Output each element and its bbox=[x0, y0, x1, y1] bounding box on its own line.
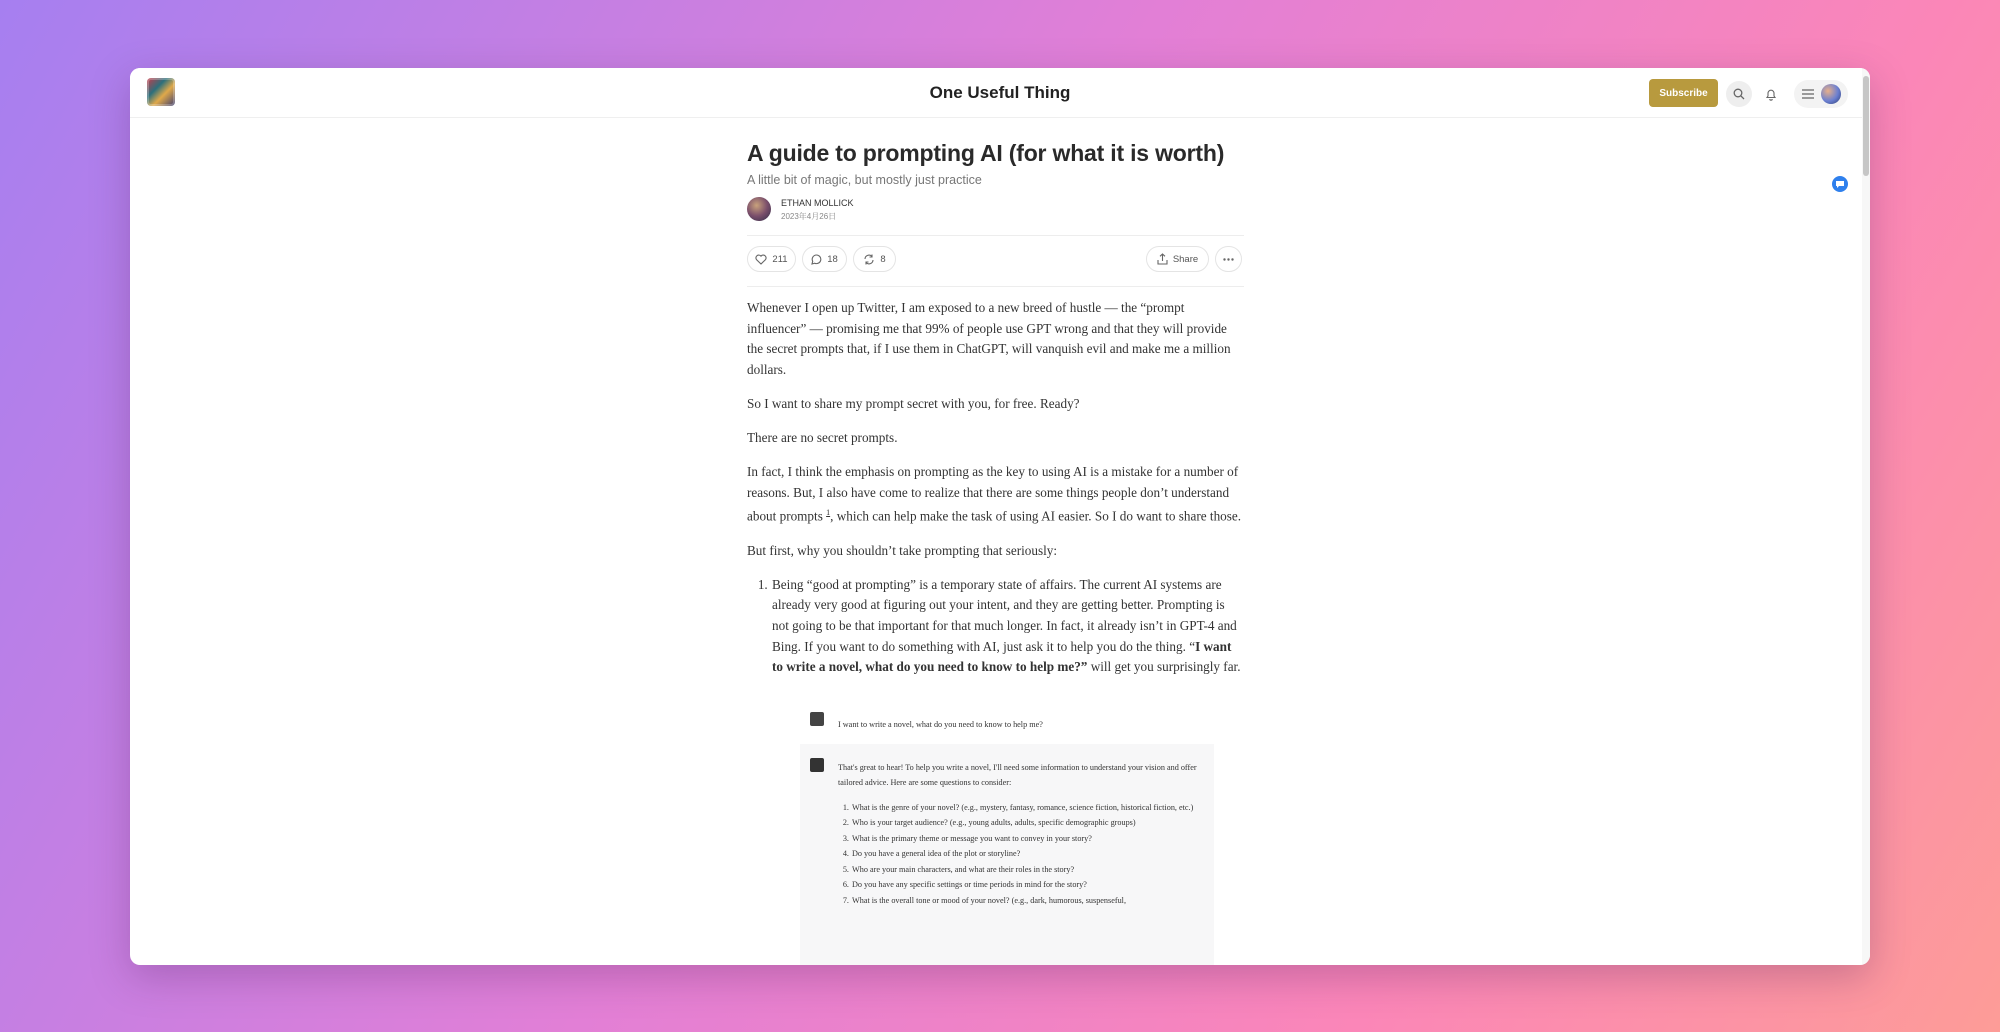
post-date: 2023年4月26日 bbox=[781, 212, 837, 221]
scrollbar[interactable] bbox=[1862, 68, 1870, 965]
post-body bbox=[747, 298, 1244, 946]
top-nav-bar bbox=[130, 68, 1870, 118]
share-button[interactable] bbox=[1146, 246, 1209, 272]
article bbox=[747, 118, 1244, 946]
divider bbox=[747, 286, 1244, 287]
chat-ai-list-item: 5. Who are your main characters, and what are their roles in the story? bbox=[851, 862, 1202, 878]
browser-window bbox=[130, 68, 1870, 965]
chatgpt-screenshot bbox=[800, 696, 1214, 946]
restack-button[interactable] bbox=[853, 246, 896, 272]
user-avatar-icon bbox=[810, 712, 824, 726]
post-subtitle: A little bit of magic, but mostly just practice bbox=[747, 173, 982, 187]
chat-ai-message bbox=[800, 744, 1214, 965]
like-count: 211 bbox=[772, 253, 788, 265]
bell-icon bbox=[1765, 88, 1777, 101]
divider bbox=[747, 235, 1244, 236]
heart-icon bbox=[755, 254, 767, 265]
paragraph: There are no secret prompts. bbox=[747, 429, 898, 445]
paragraph-text: In fact, I think the emphasis on prompting as the key to using AI is a mistake for a number of reasons. But, I also have come to realize that there are some things people don’t understand about prompts bbox=[747, 464, 1239, 524]
publication-name[interactable]: One Useful Thing bbox=[929, 83, 1071, 102]
comment-button[interactable] bbox=[802, 246, 847, 272]
search-icon bbox=[1733, 88, 1745, 100]
scrollbar-thumb[interactable] bbox=[1863, 76, 1869, 176]
subscribe-button[interactable]: Subscribe bbox=[1649, 79, 1718, 107]
restack-icon bbox=[863, 254, 875, 265]
chatgpt-logo-icon bbox=[810, 758, 824, 772]
chat-ai-list-item: 4. Do you have a general idea of the plot or storyline? bbox=[851, 846, 1202, 862]
account-menu-button[interactable] bbox=[1794, 80, 1848, 108]
share-icon bbox=[1157, 253, 1168, 265]
chat-ai-list bbox=[838, 800, 1202, 909]
chat-user-text: I want to write a novel, what do you need to know to help me? bbox=[838, 719, 1043, 729]
post-title: A guide to prompting AI (for what it is worth) bbox=[747, 140, 1225, 166]
comment-count: 18 bbox=[827, 253, 838, 265]
more-icon bbox=[1223, 258, 1234, 261]
post-actions bbox=[747, 246, 1244, 274]
share-label: Share bbox=[1172, 253, 1199, 265]
restack-count: 8 bbox=[880, 253, 886, 265]
like-button[interactable] bbox=[747, 246, 796, 272]
paragraph: Whenever I open up Twitter, I am exposed to a new breed of hustle — the “prompt influencer” — promising me that 99% of people use GPT wrong and that they will provide the secret prompts that, if I use them in ChatGPT, will vanquish evil and make me a million dollars. bbox=[747, 300, 1231, 377]
author-avatar[interactable] bbox=[747, 197, 771, 221]
search-button[interactable] bbox=[1726, 81, 1752, 107]
paragraph: So I want to share my prompt secret with you, for free. Ready? bbox=[747, 395, 1080, 411]
more-options-button[interactable] bbox=[1215, 246, 1242, 272]
numbered-list bbox=[747, 575, 1244, 678]
user-avatar[interactable] bbox=[1821, 84, 1841, 104]
paragraph: But first, why you shouldn’t take prompting that seriously: bbox=[747, 542, 1058, 558]
chat-ai-list-item: 7. What is the overall tone or mood of your novel? (e.g., dark, humorous, suspenseful, bbox=[851, 893, 1202, 909]
chat-ai-list-item: 6. Do you have any specific settings or time periods in mind for the story? bbox=[851, 877, 1202, 893]
chat-ai-list-item: 3. What is the primary theme or message you want to convey in your story? bbox=[851, 831, 1202, 847]
comment-icon bbox=[811, 254, 822, 265]
paragraph bbox=[747, 462, 1244, 527]
author-name[interactable]: ETHAN MOLLICK bbox=[781, 198, 854, 208]
chat-ai-list-item: 1. What is the genre of your novel? (e.g., mystery, fantasy, romance, science fiction, historical fiction, etc.) bbox=[851, 800, 1202, 816]
footnote-link[interactable]: 1 bbox=[826, 508, 831, 518]
chat-widget-icon[interactable] bbox=[1832, 176, 1848, 192]
list-item bbox=[771, 575, 1244, 678]
menu-icon bbox=[1802, 89, 1814, 99]
list-item-text: Being “good at prompting” is a temporary state of affairs. The current AI systems are already very good at figuring out your intent, and they are getting better. Prompting is not going to be that important for that much longer. In fact, it already isn’t in GPT-4 and Bing. If you want to do something with AI, just ask it to help you do the thing. “ bbox=[772, 576, 1237, 654]
notifications-button[interactable] bbox=[1758, 81, 1784, 107]
chat-ai-intro: That's great to hear! To help you write a novel, I'll need some information to understand your vision and offer tailored advice. Here are some questions to consider: bbox=[838, 762, 1197, 788]
list-item-bold-text: I want to write a novel, what do you need to know to help me?” bbox=[772, 638, 1232, 675]
chat-user-message bbox=[800, 696, 1214, 744]
list-item-text: will get you surprisingly far. bbox=[1087, 659, 1241, 675]
chat-ai-list-item: 2. Who is your target audience? (e.g., young adults, adults, specific demographic groups) bbox=[851, 815, 1202, 831]
byline bbox=[747, 197, 1244, 223]
paragraph-text: , which can help make the task of using AI easier. So I do want to share those. bbox=[830, 508, 1242, 524]
